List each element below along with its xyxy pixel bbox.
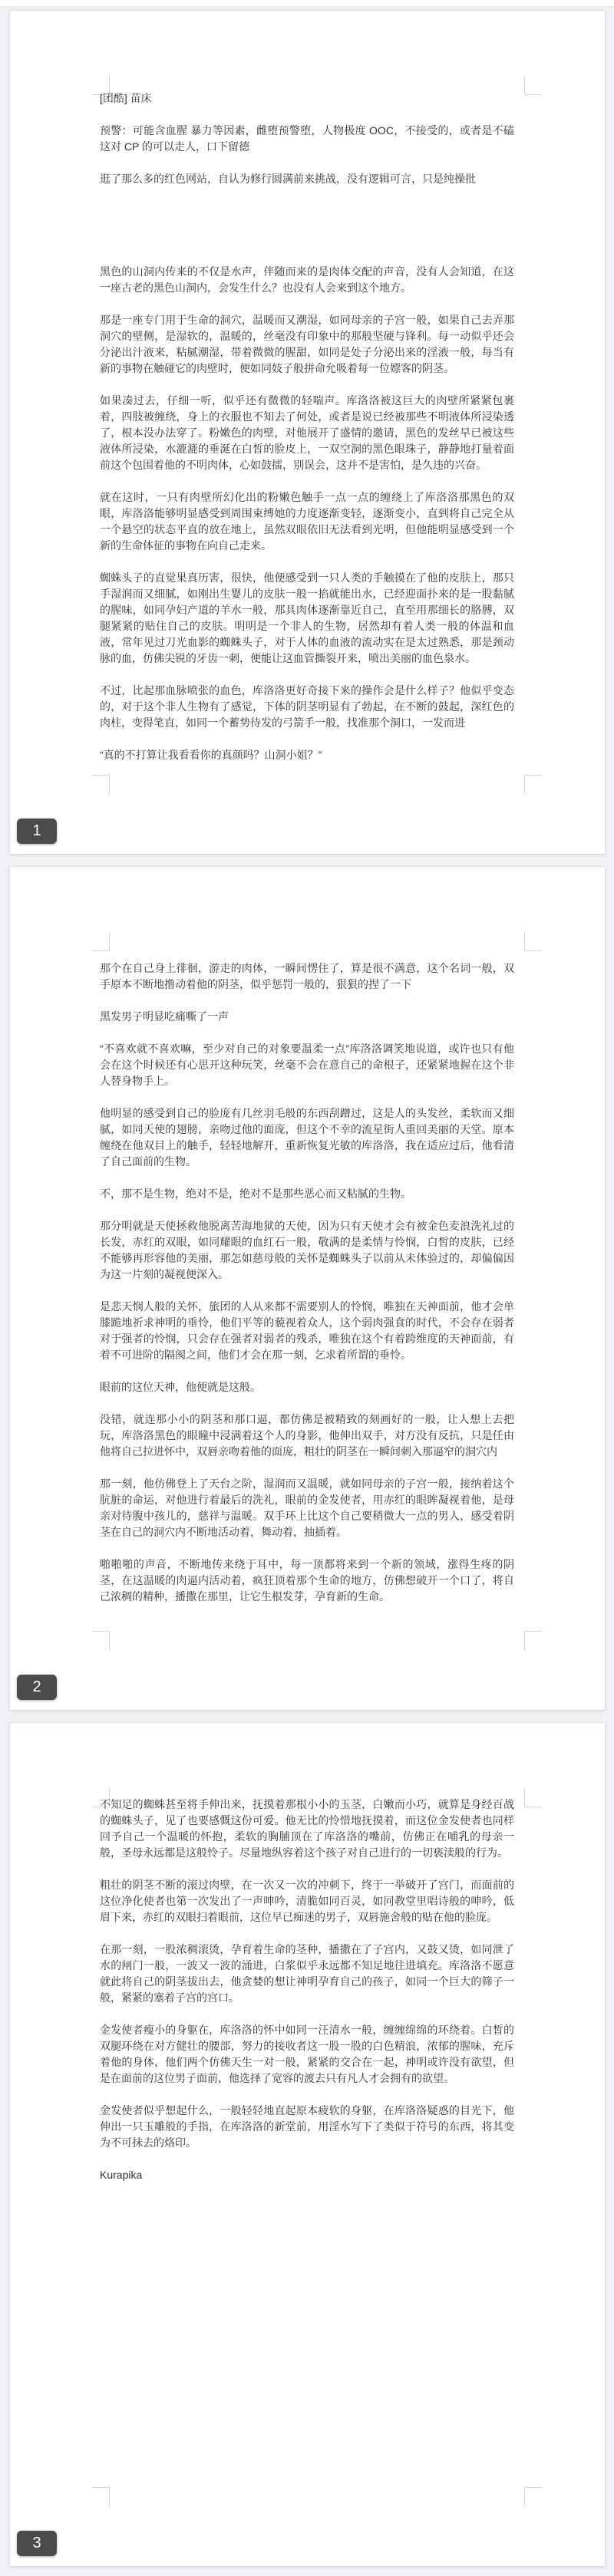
document-page — [10, 11, 605, 854]
paragraph: 那分明就是天使拯救他脱离苦海地狱的天使，因为只有天使才会有被金色麦浪洗礼过的长发，赤红的双眼，如同耀眼的血红石一般，敬满的是柔情与怜悯，白皙的皮肤，已经不能够再形容他的美丽，那怎如慈母般的关怀是蜘蛛头子以前从未体验过的，却偏偏因为这一片刻的凝视便深入。 — [100, 1220, 514, 1280]
paragraph: 是悲天悯人般的关怀，旅团的人从来都不需要别人的怜悯，唯独在天神面前，他才会单膝跪地祈求神明的垂怜，他们平等的藐视着众人，这个弱肉强食的时代，不会存在弱者对于强者的怜悯，只会存在强者对弱者的残杀，唯独在这个有着跨维度的天神面前，有着不可进阶的隔阂之间，他们才会在那一刻，乞求着所谓的垂怜。 — [100, 1300, 514, 1361]
paragraph: “不喜欢就不喜欢嘛，至少对自己的对象要温柔一点”库洛洛调笑地说道，或许也只有他会在这个时候还有心思开这种玩笑，丝毫不会在意自己的命根子，还紧紧地握在这个非人替身物手上。 — [100, 1043, 514, 1087]
margin-corner-mark-bottom-right — [524, 1631, 542, 1650]
document-page — [10, 867, 605, 1710]
margin-corner-mark-bottom-left — [92, 1631, 110, 1650]
margin-corner-mark-top-right — [524, 1788, 542, 1807]
paragraph: 他明显的感受到自己的脸庞有几丝羽毛般的东西刮蹭过，这是人的头发丝，柔软而又细腻，如同天使的翅膀，亲吻过他的面庞，但这个不幸的流星街人重回美丽的天堂。原本缠绕在他双目上的触手，轻轻地解开，重新恢复光敏的库洛洛，我在适应过后，他看清了自己面前的生物。 — [100, 1107, 514, 1168]
page-text-area — [100, 1797, 514, 2199]
margin-corner-mark-top-left — [92, 932, 110, 951]
paragraph: 逛了那么多的红色网站，自认为修行圆满前来挑战，没有逻辑可言，只是纯操批 — [100, 173, 476, 185]
margin-corner-mark-top-right — [524, 76, 542, 95]
page-number-badge: 2 — [17, 1675, 57, 1700]
paragraph: 金发使者瘦小的身躯在，库洛洛的怀中如同一汪清水一般，缠缠绵绵的环绕着。白皙的双腿环绕在对方健壮的腰部，努力的接收者这一股一股的白色精浪，浓郁的腥味，充斥着他的身体，他们两个仿佛天生一对一般，紧紧的交合在一起，神明或许没有欲望，但是在面前的这位男子面前，他选择了宽容的渡去只有凡人才会拥有的欲望。 — [100, 2024, 514, 2084]
paragraph: 没错，就连那小小的阴茎和那口逼，都仿佛是被精致的刻画好的一般，让人想上去把玩，库洛洛黑色的眼瞳中浸满着这个人的身影，他伸出双手，对方没有反抗，只是任由他将自己拉进怀中，双唇亲吻着他的面庞，粗壮的阴茎在一瞬间刺入那逼窄的洞穴内 — [100, 1413, 514, 1458]
paragraph: 不过，比起那血脉喷张的血色，库洛洛更好奇接下来的操作会是什么样子？他似乎变态的，对于这个非人生物有了感觉，下体的阴茎明显有了勃起，在不断的鼓起，深红色的肉柱，变得笔直，如同一个蓄势待发的弓箭手一般，找准那个洞口，一发而进 — [100, 684, 514, 729]
page-text-area — [100, 960, 514, 1621]
paragraph: 眼前的这位天神，他便就是这般。 — [100, 1381, 261, 1393]
paragraph: 不，那不是生物，绝对不是，绝对不是那些恶心而又粘腻的生物。 — [100, 1188, 411, 1200]
document-page — [10, 1723, 605, 2566]
paragraph: 那一刻，他仿佛登上了天台之阶，湿润而又温暖，就如同母亲的子宫一般，接纳着这个肮脏的命运，对他进行着最后的洗礼，眼前的金发使者，用赤红的眼眸凝视着他，是母亲对待腹中孩儿的，慈祥与温暖。双手环上比这个自己要稍微大一点的男人，感受着阴茎在自己的洞穴内不断地活动着，舞动着，抽插着。 — [100, 1477, 514, 1538]
margin-corner-mark-bottom-left — [92, 2487, 110, 2506]
top-chrome-strip — [0, 0, 614, 7]
paragraph: “真的不打算让我看看你的真颜吗？山洞小姐？” — [100, 749, 322, 761]
page-number-badge: 1 — [17, 819, 57, 844]
page-number-badge: 3 — [17, 2531, 57, 2556]
paragraph: 不知足的蜘蛛甚至将手伸出来，抚摸着那根小小的玉茎，白嫩而小巧，就算是身经百战的蜘蛛头子，见了也要感慨这份可爱。他无比的怜惜地抚摸着，而这位金发使者也同样回予自己一个温暖的怀抱，柔软的胸脯顶在了库洛洛的嘴前，仿佛正在哺乳的母亲一般，圣母永远都是这般怜子。尽量地纵容着这个孩子对自己进行的一切亵渎般的行为。 — [100, 1798, 514, 1859]
paragraph: 蜘蛛头子的直觉果真历害，很快，他便感受到一只人类的手触摸在了他的皮肤上，那只手湿润而又细腻，如刚出生婴儿的皮肤一般一掐就能出水，已经迎面扑来的是一股黏腻的腥味，如同孕妇产道的羊水一般，那具肉体逐渐靠近自己，直至用那细长的胳膊，双腿紧紧的贴住自己的皮肤。明明是一个非人的生物，居然却有着人类一般的体温和血液，常年见过刀光血影的蜘蛛头子，对于人体的血液的流动实在是太过熟悉，那是颈动脉的血，仿佛尖锐的牙齿一刺，便能让这血管撕裂开来，喷出美丽的血色泉水。 — [100, 572, 514, 664]
margin-corner-mark-bottom-right — [524, 775, 542, 794]
paragraph: 黑色的山洞内传来的不仅是水声，伴随而来的是肉体交配的声音，没有人会知道，在这一座古老的黑色山洞内，会发生什么？也没有人会来到这个地方。 — [100, 265, 514, 294]
paragraph: Kurapika — [100, 2169, 143, 2181]
margin-corner-mark-bottom-right — [524, 2487, 542, 2506]
document-viewer — [0, 7, 614, 2576]
page-text-area — [100, 91, 514, 779]
paragraph: 那是一座专门用于生命的洞穴，温暖而又潮湿，如同母亲的子宫一般，如果自己去弄那洞穴的壁侧，是湿软的，温暖的，丝毫没有印象中的那般坚硬与锋利。每一动似乎还会分泌出汁液来，粘腻潮湿，带着微微的腥甜，如同是处子分泌出来的淫液一般，每当有新的事物在触碰它的肉壁时，便如同妓子般拼命允吸着每一位嫖客的阴茎。 — [100, 314, 514, 374]
paragraph: 预警：可能含血腥 暴力等因素，雌堕预警堕，人物极度 OOC，不接受的，或者是不磕这对 CP 的可以走人，口下留德 — [100, 124, 514, 153]
margin-corner-mark-top-right — [524, 932, 542, 951]
paragraph: 黑发男子明显吃痛嘶了一声 — [100, 1010, 229, 1023]
paragraph: 啪啪啪的声音，不断地传来绕于耳中，每一顶都将来到一个新的领域，涨得生疼的阴茎，在这温暖的肉逼内活动着，疯狂顶着那个生命的地方，仿佛想破开一个口了，将自己浓稠的精种，播撒在那里，让它生根发芽，孕育新的生命。 — [100, 1558, 514, 1603]
paragraph: 如果凑过去，仔细一听，似乎还有微微的轻喘声。库洛洛被这巨大的肉壁所紧紧包裹着，四肢被缠绕，身上的衣服也不知去了何处，或者是说已经被那些不明液体所浸染透了，根本没办法穿了。粉嫩色的肉壁，对他展开了盛情的邀请，黑色的发丝早已被这些液体所浸染，水漉漉的垂涎在白皙的脸皮上，一双空洞的黑色眼珠子，静静地打量着面前这个包围着他的不明肉体，心如鼓擂，别误会，这并不是害怕，是久违的兴奋。 — [100, 394, 514, 471]
paragraph: 金发使者似乎想起什么，一般轻轻地直起原本疲软的身躯，在库洛洛疑惑的目光下，他伸出一只玉雕般的手指，在库洛洛的新堂前，用淫水写下了类似于符号的东西，将其变为不可抹去的烙印。 — [100, 2104, 514, 2149]
paragraph: 就在这时，一只有肉壁所幻化出的粉嫩色触手一点一点的缠绕上了库洛洛那黑色的双眼，库洛洛能够明显感受到周围束缚她的力度逐渐变轻，逐渐变小，直到将自己完全从一个悬空的状态平直的放在地上，虽然双眼依旧无法看到光明，但他能明显感受到一个新的生命体征的事物在向自己走来。 — [100, 491, 514, 552]
paragraph: 那个在自己身上徘徊，游走的肉体，一瞬间愣住了，算是很不满意，这个名词一般，双手原本不断地撸动着他的阴茎，似乎惩罚一般的，狠狠的捏了一下 — [100, 962, 514, 990]
paragraph: 粗壮的阴茎不断的滚过肉壁，在一次又一次的冲刺下，终于一举破开了宫门，而面前的这位净化使者也第一次发出了一声呻吟，清脆如同百灵，如同教堂里唱诗般的呻吟，低眉下来，赤红的双眼扫着眼前，这位早已痴迷的男子，双唇施舍般的贴在他的脸庞。 — [100, 1879, 514, 1923]
paragraph: [团酷] 苗床 — [100, 92, 152, 104]
paragraph: 在那一刻，一股浓稠滚烫，孕育着生命的茎种，播撒在了子宫内，又鼓又烫，如同泄了水的闸门一般，一波又一波的涌进，白浆似乎永远都不知足地往进填充。库洛洛不愿意就此将自己的阴茎拔出去，他贪婪的想让神明孕育自己的孩子，如同一个巨大的筛子一般，紧紧的塞着子宫的宫口。 — [100, 1943, 514, 2004]
